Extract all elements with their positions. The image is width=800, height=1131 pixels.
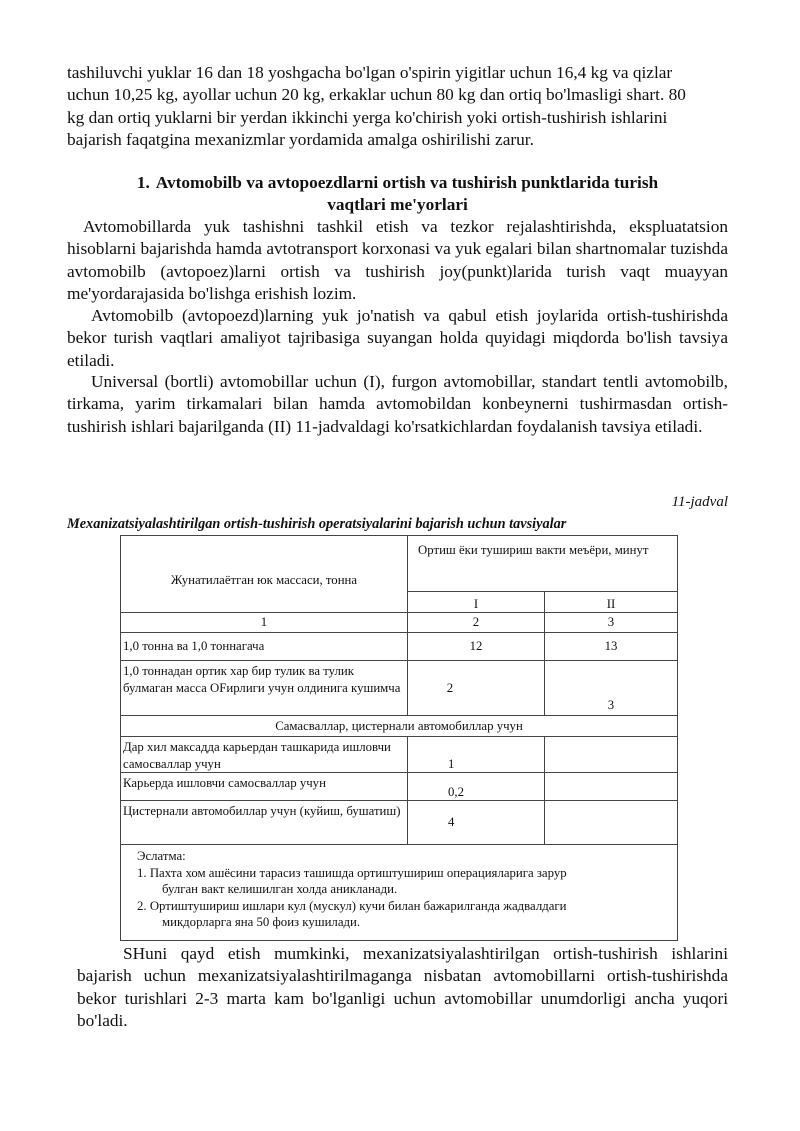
intro-line: kg dan ortiq yuklarni bir yerdan ikkinchi yerga ko'chirish yoki ortish-tushirish ishlarini [67,107,668,127]
row-label: 1,0 тоннадан ортик хар бир тулик ва тулик булмаган масса OFирлиги учун олдинига кушимча [121,661,408,716]
header-col-I: I [408,592,545,613]
row-value-II [545,801,678,845]
row-value-II: 3 [545,661,678,716]
header-time-norm: Ортиш ёки тушириш вакти меъёри, минут [408,536,678,592]
row-label: 1,0 тонна ва 1,0 тоннагача [121,633,408,661]
table-row [121,773,678,801]
section-title-line1: Avtomobilb va avtopoezdlarni ortish va tushirish punktlarida turish [155,173,659,192]
row-label: Дар хил максадда карьердан ташкарида ишловчи самосваллар учун [121,737,408,773]
row-value-II [545,773,678,801]
section-heading [67,172,728,216]
section-title-line2: vaqtlari me'yorlari [327,195,468,214]
intro-line: uchun 10,25 kg, ayollar uchun 20 kg, erkaklar uchun 80 kg dan ortiq bo'lmasligi shart. 80 [67,85,686,105]
table-row [121,801,678,845]
note-item-continuation: булган вакт келишилган холда аникланади. [162,882,398,896]
row-value-I: 0,2 [408,773,545,801]
row-value-II [545,737,678,773]
row-value-I: 2 [408,661,545,716]
note-item: 1. Пахта хом ашёсини тарасиз ташишда ортиштушириш операцияларига зарур [137,865,567,880]
colnum-cell: 1 [121,613,408,633]
body-paragraph: Avtomobilb (avtopoezd)larning yuk jo'natish va qabul etish joylarida ortish-tushirishda bekor turish vaqtlari amaliyot tajribasiga suyangan holda quyidagi miqdorda bo'lish tavsiya etiladi. [67,306,728,370]
row-value-I: 4 [408,801,545,845]
row-value-I: 12 [408,633,545,661]
row-value-II: 13 [545,633,678,661]
row-label: Цистернали автомобиллар учун (куйиш, бушатиш) [121,801,408,845]
body-paragraph: Universal (bortli) avtomobillar uchun (I), furgon avtomobillar, standart tentli avtomobilb, tirkama, yarim tirkamalari bilan hamda avtomobildan konbeynerni tushirmasdan ortish-tushirish ishlari bajarilganda (II) 11-jadvaldagi ko'rsatkichlardan foydalanish tavsiya etiladi. [67,372,728,436]
table-row [121,661,678,716]
table-title: Mexanizatsiyalashtirilgan ortish-tushirish operatsiyalarini bajarish uchun tavsiyalar [67,516,567,532]
table-row [121,737,678,773]
notes-title: Эслатма: [137,849,186,863]
intro-paragraph [67,62,728,151]
body-paragraph: Avtomobillarda yuk tashishni tashkil etish va tezkor rejalashtirishda, ekspluatatsion hisoblarni bajarishda hamda avtotransport korxonasi va yuk egalari bilan shartnomalar tuzishda avtomobilb (avtopoez)larni ortish va tushirish joy(punkt)larida turish vaqt muayyan me'yordarajasida bo'lishga erishish lozim. [67,217,728,303]
row-value-I: 1 [408,737,545,773]
section-number: 1. [136,173,150,192]
closing-paragraph: SHuni qayd etish mumkinki, mexanizatsiyalashtirilgan ortish-tushirish ishlarini bajarish uchun mexanizatsiyalashtirilmaganga nisbatan avtomobillarni ortish-tushirishda bekor turishlari 2-3 marta kam bo'lganligi uchun avtomobillar unumdorligi ancha yuqori bo'ladi. [77,944,728,1030]
row-label: Карьерда ишловчи самосваллар учун [121,773,408,801]
table-number-label: 11-jadval [671,494,728,510]
colnum-cell: 3 [545,613,678,633]
header-cargo-mass: Жунатилаётган юк массаси, тонна [121,536,408,613]
norms-table [120,535,678,941]
note-item: 2. Ортиштушириш ишлари кул (мускул) кучи билан бажарилганда жадвалдаги [137,898,567,913]
intro-line: bajarish faqatgina mexanizmlar yordamida amalga oshirilishi zarur. [67,129,534,149]
header-col-II: II [545,592,678,613]
intro-line: tashiluvchi yuklar 16 dan 18 yoshgacha bo'lgan o'spirin yigitlar uchun 16,4 kg va qizlar [67,63,673,82]
table-row [121,633,678,661]
colnum-cell: 2 [408,613,545,633]
note-item-continuation: микдорларга яна 50 фоиз кушилади. [162,915,361,929]
table-subheader: Самасваллар, цистернали автомобиллар учун [121,716,678,737]
table-notes [121,845,678,941]
